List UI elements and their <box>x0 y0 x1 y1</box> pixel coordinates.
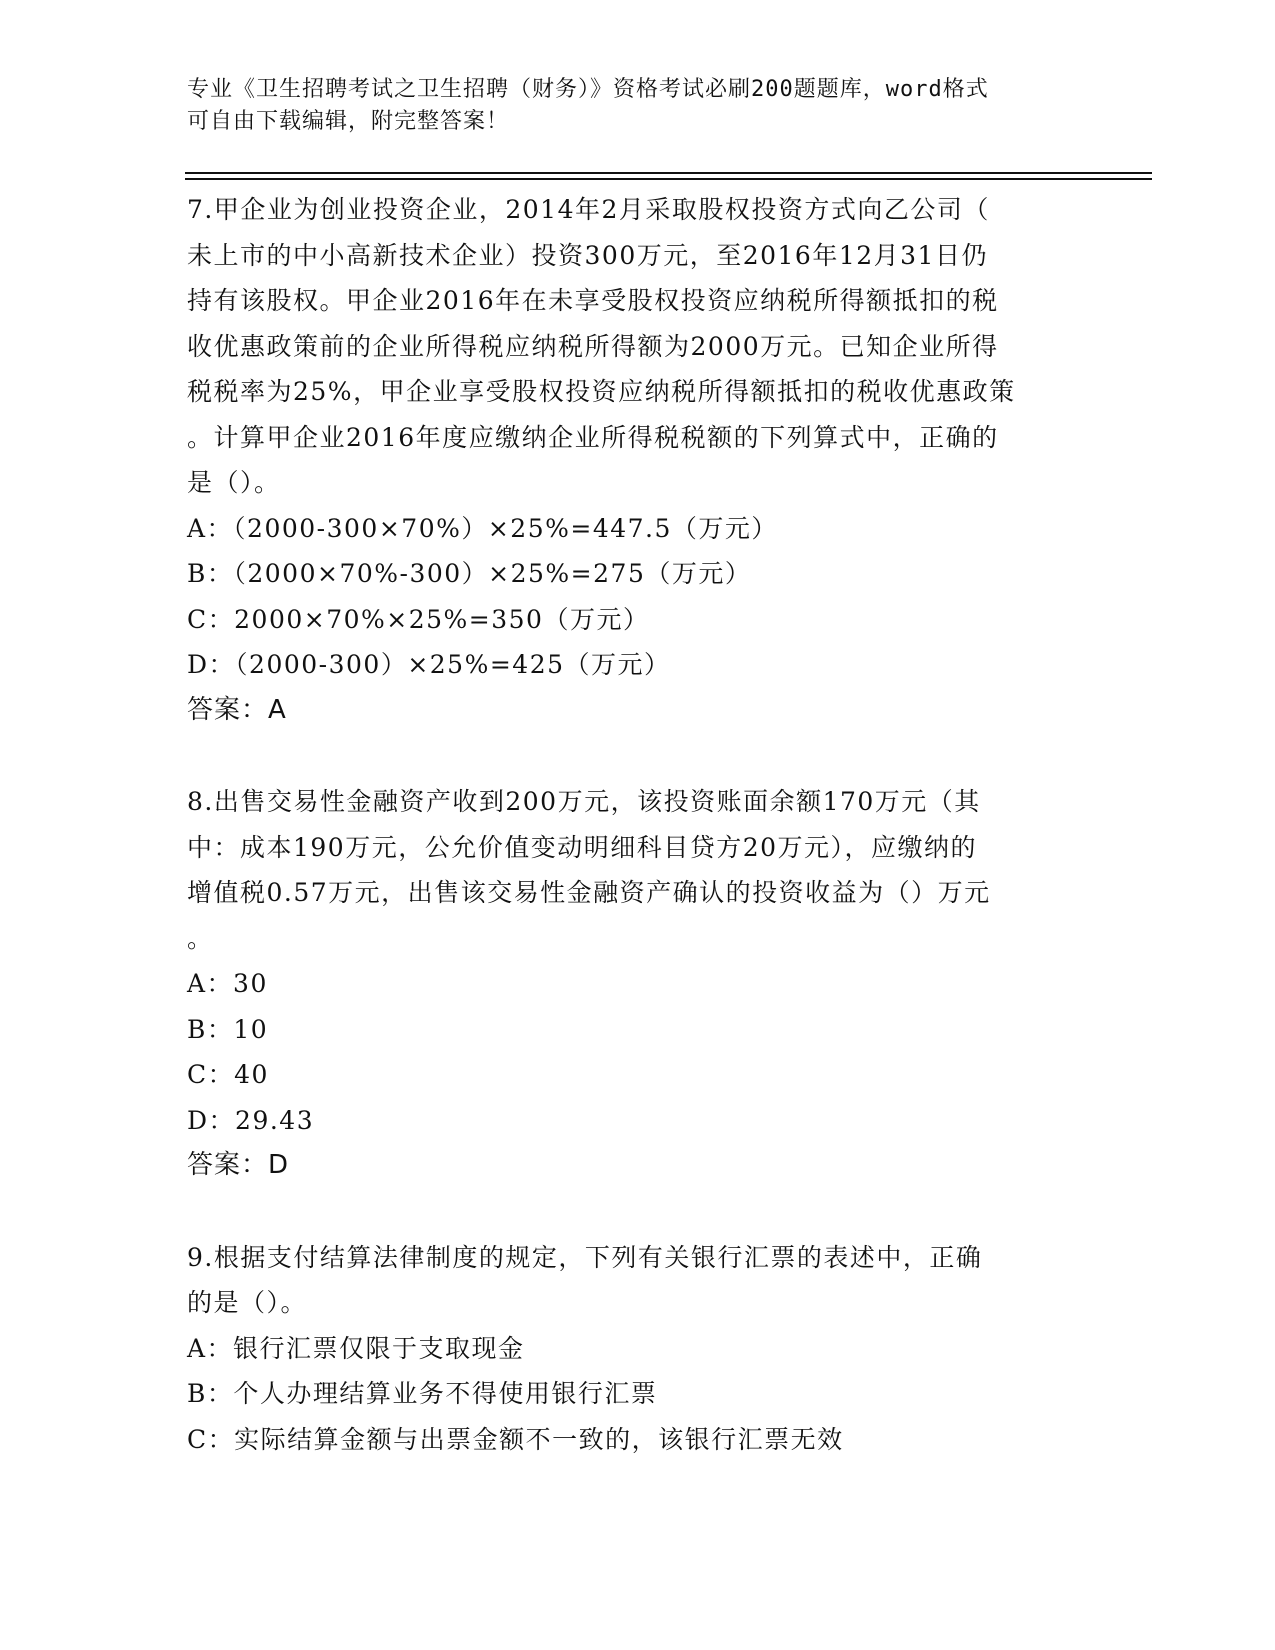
question-8-stem-line: 8.出售交易性金融资产收到200万元，该投资账面余额170万元（其 <box>187 787 981 816</box>
question-7-stem-line: 7.甲企业为创业投资企业，2014年2月采取股权投资方式向乙公司（ <box>187 195 990 224</box>
question-7-option-a: A：（2000-300×70%）×25%=447.5（万元） <box>187 513 778 543</box>
question-7-stem-line: 收优惠政策前的企业所得税应纳税所得额为2000万元。已知企业所得 <box>187 331 999 361</box>
question-9-option-b: B：个人办理结算业务不得使用银行汇票 <box>187 1379 658 1408</box>
question-7-stem-line: 。计算甲企业2016年度应缴纳企业所得税税额的下列算式中，正确的 <box>187 422 999 452</box>
document-header <box>187 74 1067 138</box>
question-7-option-c: C：2000×70%×25%=350（万元） <box>187 604 650 634</box>
question-spacer <box>187 1189 1087 1235</box>
question-7-stem-line: 税税率为25%，甲企业享受股权投资应纳税所得额抵扣的税收优惠政策 <box>187 377 1016 406</box>
header-line-1: 专业《卫生招聘考试之卫生招聘（财务）》资格考试必刷200题题库，word格式 <box>187 77 989 102</box>
question-9 <box>187 1235 1087 1463</box>
question-9-option-c: C：实际结算金额与出票金额不一致的，该银行汇票无效 <box>187 1424 844 1454</box>
question-7-stem-line: 持有该股权。甲企业2016年在未享受股权投资应纳税所得额抵扣的税 <box>187 286 999 315</box>
header-line-2: 可自由下载编辑，附完整答案！ <box>187 109 510 134</box>
question-7-option-b: B：（2000×70%-300）×25%=275（万元） <box>187 559 752 588</box>
question-7-answer: 答案：A <box>187 694 287 725</box>
question-7 <box>187 187 1087 733</box>
question-9-option-a: A：银行汇票仅限于支取现金 <box>187 1333 525 1363</box>
question-8-option-c: C：40 <box>187 1060 269 1089</box>
question-7-option-d: D：（2000-300）×25%=425（万元） <box>187 650 671 679</box>
question-8-answer: 答案：D <box>187 1150 290 1180</box>
question-7-stem-line: 未上市的中小高新技术企业）投资300万元，至2016年12月31日仍 <box>187 240 988 270</box>
question-8-stem-line: 。 <box>187 923 214 953</box>
question-7-stem-line: 是（）。 <box>187 468 281 497</box>
question-9-stem-line: 9.根据支付结算法律制度的规定，下列有关银行汇票的表述中，正确 <box>187 1242 983 1272</box>
question-8-option-d: D：29.43 <box>187 1105 315 1135</box>
question-list <box>187 187 1087 1462</box>
question-spacer <box>187 733 1087 779</box>
header-divider-top <box>185 172 1152 174</box>
question-8-stem-line: 增值税0.57万元，出售该交易性金融资产确认的投资收益为（）万元 <box>187 878 991 907</box>
question-8 <box>187 779 1087 1189</box>
header-divider-bottom <box>185 178 1152 180</box>
question-9-stem-line: 的是（）。 <box>187 1288 308 1317</box>
question-8-option-b: B：10 <box>187 1014 269 1044</box>
question-8-option-a: A：30 <box>187 969 268 998</box>
question-8-stem-line: 中：成本190万元，公允价值变动明细科目贷方20万元），应缴纳的 <box>187 832 978 862</box>
